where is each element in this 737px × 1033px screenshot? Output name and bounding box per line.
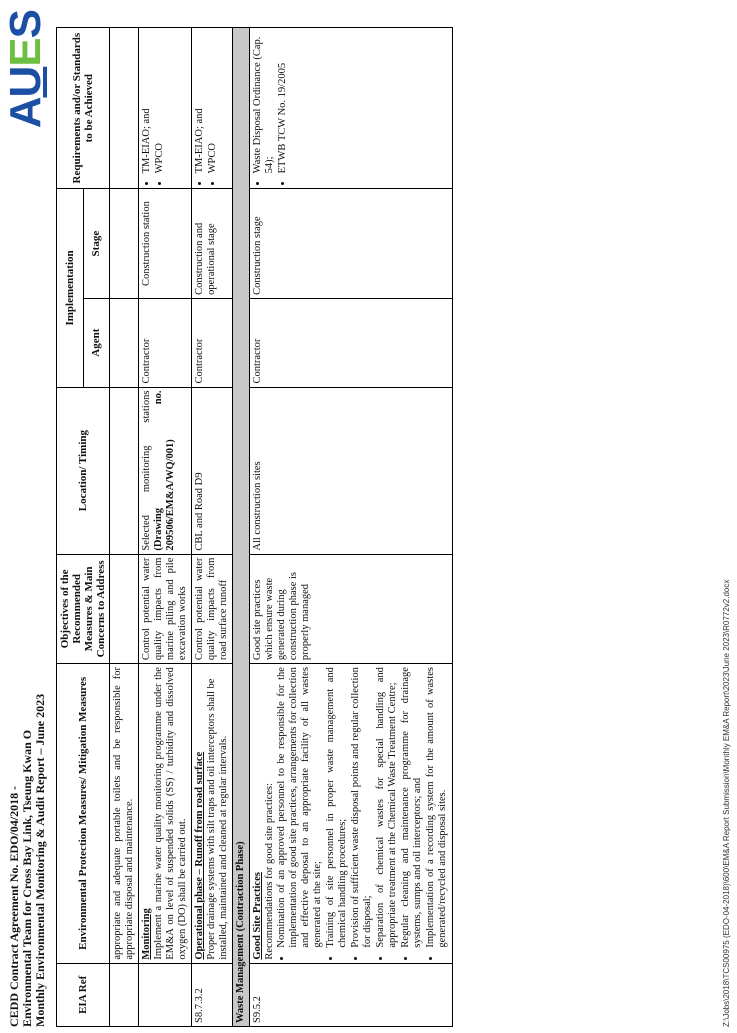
measure-title: Operational phase – Runoff from road surface	[194, 751, 205, 960]
practice-item: • Provision of sufficient waste disposal points and regular collection for disposal;	[350, 667, 374, 948]
section-title: Waste Management (Contraction Phase)	[233, 28, 250, 1027]
header-line-3: Monthly Environmental Monitoring & Audit Report – June 2023	[33, 693, 47, 1027]
requirement-item: • ETWB TCW No. 19/2005	[277, 31, 289, 173]
objectives-cell: Control potential water quality impacts from marine piling and pile excavation works	[139, 554, 192, 663]
col-header-measures: Environmental Protection Measures/ Mitigation Measures	[57, 664, 110, 964]
requirement-item: • TM-EIAO; and	[141, 31, 153, 173]
col-header-requirements: Requirements and/or Standards to be Achieved	[57, 28, 110, 189]
mitigation-table	[56, 27, 453, 1027]
measures-cell	[139, 664, 192, 964]
requirement-item: • Waste Disposal Ordinance (Cap. 54);	[252, 31, 276, 173]
col-header-agent: Agent	[83, 298, 110, 387]
section-row	[233, 28, 250, 1027]
logo-letter-s: S	[1, 10, 50, 39]
location-cell	[139, 387, 192, 554]
measure-title: Monitoring	[141, 908, 152, 960]
requirements-cell	[110, 28, 139, 189]
col-header-stage: Stage	[83, 189, 110, 298]
agent-cell: Contractor	[250, 298, 453, 387]
header-line-1: CEDD Contract Agreement No. EDO/04/2018 -	[7, 785, 21, 1027]
stage-cell	[110, 189, 139, 298]
requirements-list	[252, 31, 289, 185]
aues-logo	[1, 10, 50, 129]
requirement-item: • WPCO	[207, 31, 219, 173]
measure-title: Good Site Practices	[252, 872, 263, 960]
stage-cell: Construction and operational stage	[192, 189, 233, 298]
logo-letter-u: U	[1, 66, 50, 98]
drawing-reference: (Drawing no. 209506/EM&A/WQ/001)	[153, 390, 176, 551]
header-row	[57, 28, 84, 1027]
ref-cell	[139, 963, 192, 1026]
practice-item: • Separation of chemical wastes for special handling and appropriate treatment at the Chemical Waste Treatment Centre;	[375, 667, 399, 948]
measures-cell: appropriate and adequate portable toilets and be responsible for appropriate disposal and maintenance.	[110, 664, 139, 964]
practice-list	[276, 667, 449, 960]
file-path-footer: Z:\Jobs\2018\TCS00975 (EDO-04-2018)\600\EM&A Report Submission\Monthly EM&A Report\2023\June 2023\R0772v2.docx	[722, 579, 731, 1027]
agent-cell	[110, 298, 139, 387]
location-text: Selected monitoring stations	[141, 390, 152, 551]
report-header	[8, 694, 47, 1027]
requirement-item: • WPCO	[154, 31, 166, 173]
table-row	[192, 28, 233, 1027]
col-header-ref: EIA Ref	[57, 963, 110, 1026]
requirements-cell	[192, 28, 233, 189]
requirements-cell	[139, 28, 192, 189]
agent-cell: Contractor	[139, 298, 192, 387]
ref-cell: S9.5.2	[250, 963, 453, 1026]
requirements-cell	[250, 28, 453, 189]
practice-item: • Nomination of an approved personnel to be responsible for the implementation of good site practices, arrangements for collection and effective deposal to an appropriate facility of all wastes generated at the site;	[276, 667, 324, 948]
requirements-list	[194, 31, 219, 185]
measures-cell	[250, 664, 453, 964]
header-line-2: Environmental Team for Cross Bay Link, Tseung Kwan O	[20, 729, 34, 1027]
location-cell: CBL and Road D9	[192, 387, 233, 554]
objectives-cell	[110, 554, 139, 663]
measure-intro: Recommendations for good site practices:	[264, 782, 275, 960]
ref-cell: S8.7.3.2	[192, 963, 233, 1026]
objectives-cell: Control potential water quality impacts from road surface runoff	[192, 554, 233, 663]
logo-letter-a: A	[1, 97, 50, 129]
col-header-objectives: Objectives of the Recommended Measures & Main Concerns to Address	[57, 554, 110, 663]
measure-text: Implement a marine water quality monitoring programme under the EM&A on level of suspended solids (SS) / turbidity and dissolved oxygen (DO) shall be carried out.	[153, 667, 188, 960]
practice-item: • Implementation of a recording system for the amount of wastes generated/recycled and disposal sites.	[425, 667, 449, 948]
col-header-location: Location/ Timing	[57, 387, 110, 554]
practice-item: • Training of site personnel in proper waste management and chemical handling procedures;	[325, 667, 349, 948]
measure-text: Proper drainage systems with silt traps and oil interceptors shall be installed, maintained and cleaned at regular intervals.	[206, 678, 229, 960]
location-cell	[110, 387, 139, 554]
table-row	[139, 28, 192, 1027]
stage-cell: Construction station	[139, 189, 192, 298]
agent-cell: Contractor	[192, 298, 233, 387]
col-header-implementation: Implementation	[57, 189, 84, 387]
ref-cell	[110, 963, 139, 1026]
stage-cell: Construction stage	[250, 189, 453, 298]
logo-letter-e: E	[1, 38, 50, 67]
table-row	[110, 28, 139, 1027]
measures-cell	[192, 664, 233, 964]
requirements-list	[141, 31, 166, 185]
table-row	[250, 28, 453, 1027]
practice-item: • Regular cleaning and maintenance programme for drainage systems, sumps and oil interceptors; and	[400, 667, 424, 948]
requirement-item: • TM-EIAO; and	[194, 31, 206, 173]
location-cell: All construction sites	[250, 387, 453, 554]
objectives-cell: Good site practices which ensure waste generated during construction phase is properly managed	[250, 554, 453, 663]
